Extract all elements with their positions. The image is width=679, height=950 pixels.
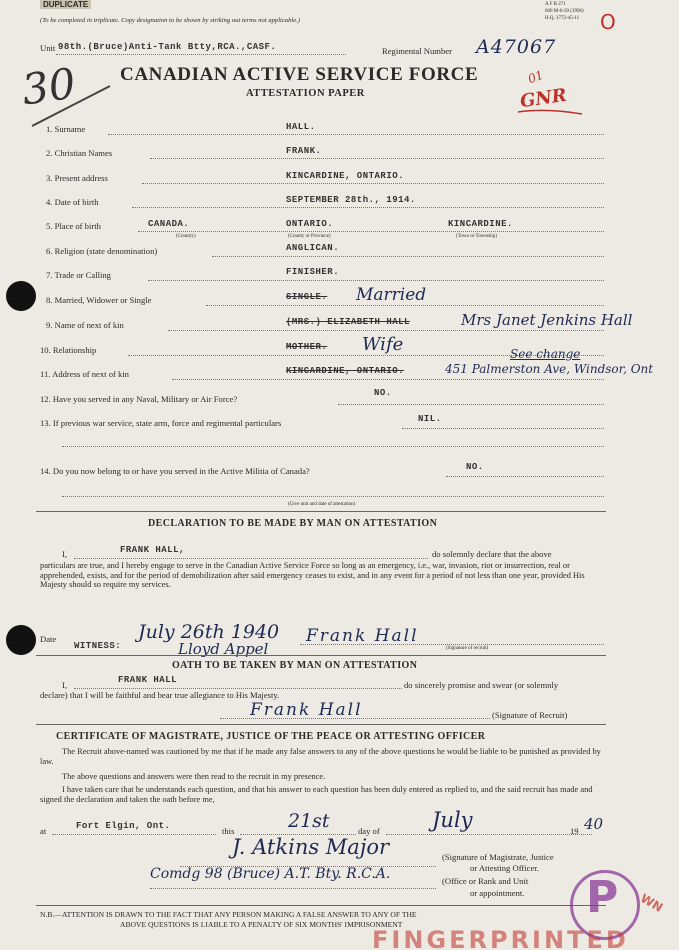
form-title: CANADIAN ACTIVE SERVICE FORCE bbox=[120, 64, 479, 85]
field-12-line bbox=[338, 404, 604, 405]
recruit-signature-line-2 bbox=[220, 718, 490, 719]
declaration-name-line bbox=[74, 558, 428, 559]
date-label: Date bbox=[40, 634, 57, 644]
field-7-line bbox=[148, 280, 604, 281]
unit-line bbox=[56, 54, 346, 55]
oath-heading: OATH TO BE TAKEN BY MAN ON ATTESTATION bbox=[172, 660, 418, 671]
previous-service-value: NO. bbox=[374, 388, 392, 398]
red-mark-gnr: GNR bbox=[518, 84, 569, 113]
declaration-divider bbox=[36, 511, 606, 512]
field-6-line bbox=[212, 256, 604, 257]
field-13-line bbox=[402, 428, 604, 429]
recruit-signature-caption-1: (Signature of recruit) bbox=[446, 646, 489, 651]
field-2-label: 2. Christian Names bbox=[46, 148, 113, 158]
punch-hole-2 bbox=[6, 625, 36, 655]
field-13-line-2 bbox=[62, 446, 604, 447]
field-9-label: 9. Name of next of kin bbox=[46, 320, 124, 330]
oath-text-2: declare) that I will be faithful and bear true allegiance to His Majesty. bbox=[40, 690, 280, 700]
day-value: 21st bbox=[288, 810, 330, 832]
war-service-value: NIL. bbox=[418, 414, 442, 424]
triplicate-instruction: (To be completed in triplicate. Copy designation to be shown by striking out terms not applicable.) bbox=[40, 17, 300, 24]
militia-caption: (Give unit and date of attestation) bbox=[288, 502, 356, 507]
field-10-label: 10. Relationship bbox=[40, 345, 97, 355]
form-code-3: H.Q. 1772-45-11 bbox=[545, 16, 580, 21]
day-of-label: day of bbox=[358, 826, 380, 836]
field-4-line bbox=[132, 207, 604, 208]
recruit-signature-1: Frank Hall bbox=[306, 626, 419, 646]
this-label: this bbox=[222, 826, 235, 836]
birth-province-caption: (County or Province) bbox=[288, 234, 331, 239]
fingerprint-stamp-side: WN bbox=[638, 891, 666, 915]
birth-country-value: CANADA. bbox=[148, 219, 190, 229]
place-value: Fort Elgin, Ont. bbox=[76, 821, 171, 831]
certificate-para-3: I have taken care that he understands each question, and that his answer to each question has been duly entered as replied to, and the said recruit has made and signed the declaration and taken the oath before me, bbox=[40, 785, 593, 804]
oath-i: I, bbox=[62, 680, 68, 690]
birth-province-value: ONTARIO. bbox=[286, 219, 334, 229]
field-2-line bbox=[150, 158, 604, 159]
month-value: July bbox=[432, 808, 473, 832]
field-6-label: 6. Religion (state denomination) bbox=[46, 246, 158, 256]
duplicate-tag: DUPLICATE bbox=[40, 0, 91, 9]
christian-names-value: FRANK. bbox=[286, 146, 322, 156]
field-14-line bbox=[446, 476, 604, 477]
witness-label: WITNESS: bbox=[74, 641, 122, 651]
declaration-text-2: particulars are true, and I hereby engage to serve in the Canadian Active Service Force so long as an emergency, i.e., war, invasion, riot or insurrection, real or apprehended, exists, and for the period of demobilization after said emergency ceases to exist, and in any event for a period of not less than one year, provided His Majesty should so require my services. bbox=[40, 561, 585, 590]
nb-line-2: ABOVE QUESTIONS IS LIABLE TO A PENALTY OF SIX MONTHS' IMPRISONMENT bbox=[120, 920, 403, 929]
surname-value: HALL. bbox=[286, 122, 316, 132]
next-of-kin-address-handwritten: 451 Palmerston Ave, Windsor, Ont bbox=[445, 362, 654, 376]
trade-value: FINISHER. bbox=[286, 267, 340, 277]
form-code-1: A F B 271 bbox=[545, 2, 566, 7]
witness-date: July 26th 1940 bbox=[138, 621, 280, 643]
red-underline bbox=[516, 106, 586, 120]
nb-line-1: N.B.—ATTENTION IS DRAWN TO THE FACT THAT ANY PERSON MAKING A FALSE ANSWER TO ANY OF THE bbox=[40, 910, 417, 919]
relationship-value: MOTHER. bbox=[286, 342, 328, 352]
declaration-i: I, bbox=[62, 549, 68, 559]
field-13-label: 13. If previous war service, state arm, force and regimental particulars bbox=[40, 418, 282, 428]
field-4-label: 4. Date of birth bbox=[46, 197, 99, 207]
certificate-divider bbox=[36, 724, 606, 725]
certificate-para-1: The Recruit above-named was cautioned by me that if he made any false answers to any of the above questions he would be liable to be punished as provided by law. bbox=[40, 747, 601, 766]
field-5-line bbox=[138, 231, 604, 232]
religion-value: ANGLICAN. bbox=[286, 243, 340, 253]
field-14-label: 14. Do you now belong to or have you served in the Active Militia of Canada? bbox=[40, 466, 310, 476]
margin-number-stroke bbox=[30, 80, 120, 130]
certificate-para-2: The above questions and answers were then read to the recruit in my presence. bbox=[62, 772, 326, 781]
witness-signature: Lloyd Appel bbox=[178, 640, 269, 658]
declaration-heading: DECLARATION TO BE MADE BY MAN ON ATTESTATION bbox=[148, 518, 438, 529]
birth-town-value: KINCARDINE. bbox=[448, 219, 513, 229]
field-8-line bbox=[206, 305, 604, 306]
form-code-2: 600 M-6-39 (3996) bbox=[545, 9, 584, 14]
oath-text-1: do sincerely promise and swear (or solemnly bbox=[404, 680, 559, 690]
field-11-line bbox=[172, 379, 604, 380]
declaration-text-1: do solemnly declare that the above bbox=[432, 549, 552, 559]
oath-name-line bbox=[74, 688, 402, 689]
month-line bbox=[386, 834, 592, 835]
field-5-label: 5. Place of birth bbox=[46, 221, 101, 231]
nb-divider bbox=[36, 905, 606, 906]
address-change-note: See change bbox=[510, 347, 581, 361]
office-line bbox=[150, 888, 436, 889]
date-of-birth-value: SEPTEMBER 28th., 1914. bbox=[286, 195, 416, 205]
place-line bbox=[52, 834, 216, 835]
declaration-name: FRANK HALL, bbox=[120, 545, 185, 555]
next-of-kin-value: (MRS.) ELIZABETH HALL bbox=[286, 317, 410, 327]
regimental-number-value: A47067 bbox=[476, 36, 557, 58]
oath-divider bbox=[36, 655, 606, 656]
birth-country-caption: (Country) bbox=[176, 234, 196, 239]
next-of-kin-handwritten: Mrs Janet Jenkins Hall bbox=[461, 311, 633, 329]
form-subtitle: ATTESTATION PAPER bbox=[246, 88, 365, 99]
punch-hole-1 bbox=[6, 281, 36, 311]
unit-label: Unit bbox=[40, 43, 56, 53]
militia-value: NO. bbox=[466, 462, 484, 472]
field-3-label: 3. Present address bbox=[46, 173, 108, 183]
field-9-line bbox=[168, 330, 604, 331]
relationship-handwritten: Wife bbox=[362, 334, 404, 355]
margin-number: 30 bbox=[18, 58, 79, 115]
field-14-line-2 bbox=[62, 496, 604, 497]
year-prefix: 19 bbox=[570, 826, 579, 836]
birth-town-caption: (Town or Township) bbox=[456, 234, 497, 239]
year-value: 40 bbox=[584, 815, 604, 833]
field-11-label: 11. Address of next of kin bbox=[40, 369, 129, 379]
corner-mark: O bbox=[600, 10, 616, 34]
present-address-value: KINCARDINE, ONTARIO. bbox=[286, 171, 405, 181]
marital-status-handwritten: Married bbox=[356, 285, 427, 305]
field-1-line bbox=[108, 134, 604, 135]
magistrate-signature: J. Atkins Major bbox=[232, 835, 390, 859]
certificate-heading: CERTIFICATE OF MAGISTRATE, JUSTICE OF THE PEACE OR ATTESTING OFFICER bbox=[56, 731, 486, 742]
oath-name: FRANK HALL bbox=[118, 675, 178, 685]
recruit-signature-caption-2: (Signature of Recruit) bbox=[492, 710, 568, 720]
office-caption-2: or appointment. bbox=[470, 888, 525, 898]
regimental-number-label: Regimental Number bbox=[382, 46, 452, 56]
field-12-label: 12. Have you served in any Naval, Military or Air Force? bbox=[40, 394, 238, 404]
recruit-signature-line-1 bbox=[300, 644, 604, 645]
field-8-label: 8. Married, Widower or Single bbox=[46, 295, 152, 305]
office-caption-1: (Office or Rank and Unit bbox=[442, 876, 529, 886]
field-3-line bbox=[142, 183, 604, 184]
recruit-signature-2: Frank Hall bbox=[250, 700, 363, 720]
fingerprinted-stamp: FINGERPRINTED bbox=[372, 926, 629, 950]
next-of-kin-address-value: KINCARDINE, ONTARIO. bbox=[286, 366, 405, 376]
marital-status-value: SINGLE. bbox=[286, 292, 328, 302]
office-handwritten: Comdg 98 (Bruce) A.T. Bty. R.C.A. bbox=[150, 866, 391, 882]
magistrate-caption-2: or Attesting Officer. bbox=[470, 863, 539, 873]
field-7-label: 7. Trade or Calling bbox=[46, 270, 111, 280]
magistrate-caption-1: (Signature of Magistrate, Justice bbox=[442, 852, 554, 862]
unit-value: 98th.(Bruce)Anti-Tank Btty,RCA.,CASF. bbox=[58, 42, 277, 52]
fingerprint-stamp-letter: P bbox=[586, 872, 619, 923]
at-label: at bbox=[40, 826, 47, 836]
field-1-label: 1. Surname bbox=[46, 124, 86, 134]
red-mark-01: 01 bbox=[526, 67, 546, 87]
